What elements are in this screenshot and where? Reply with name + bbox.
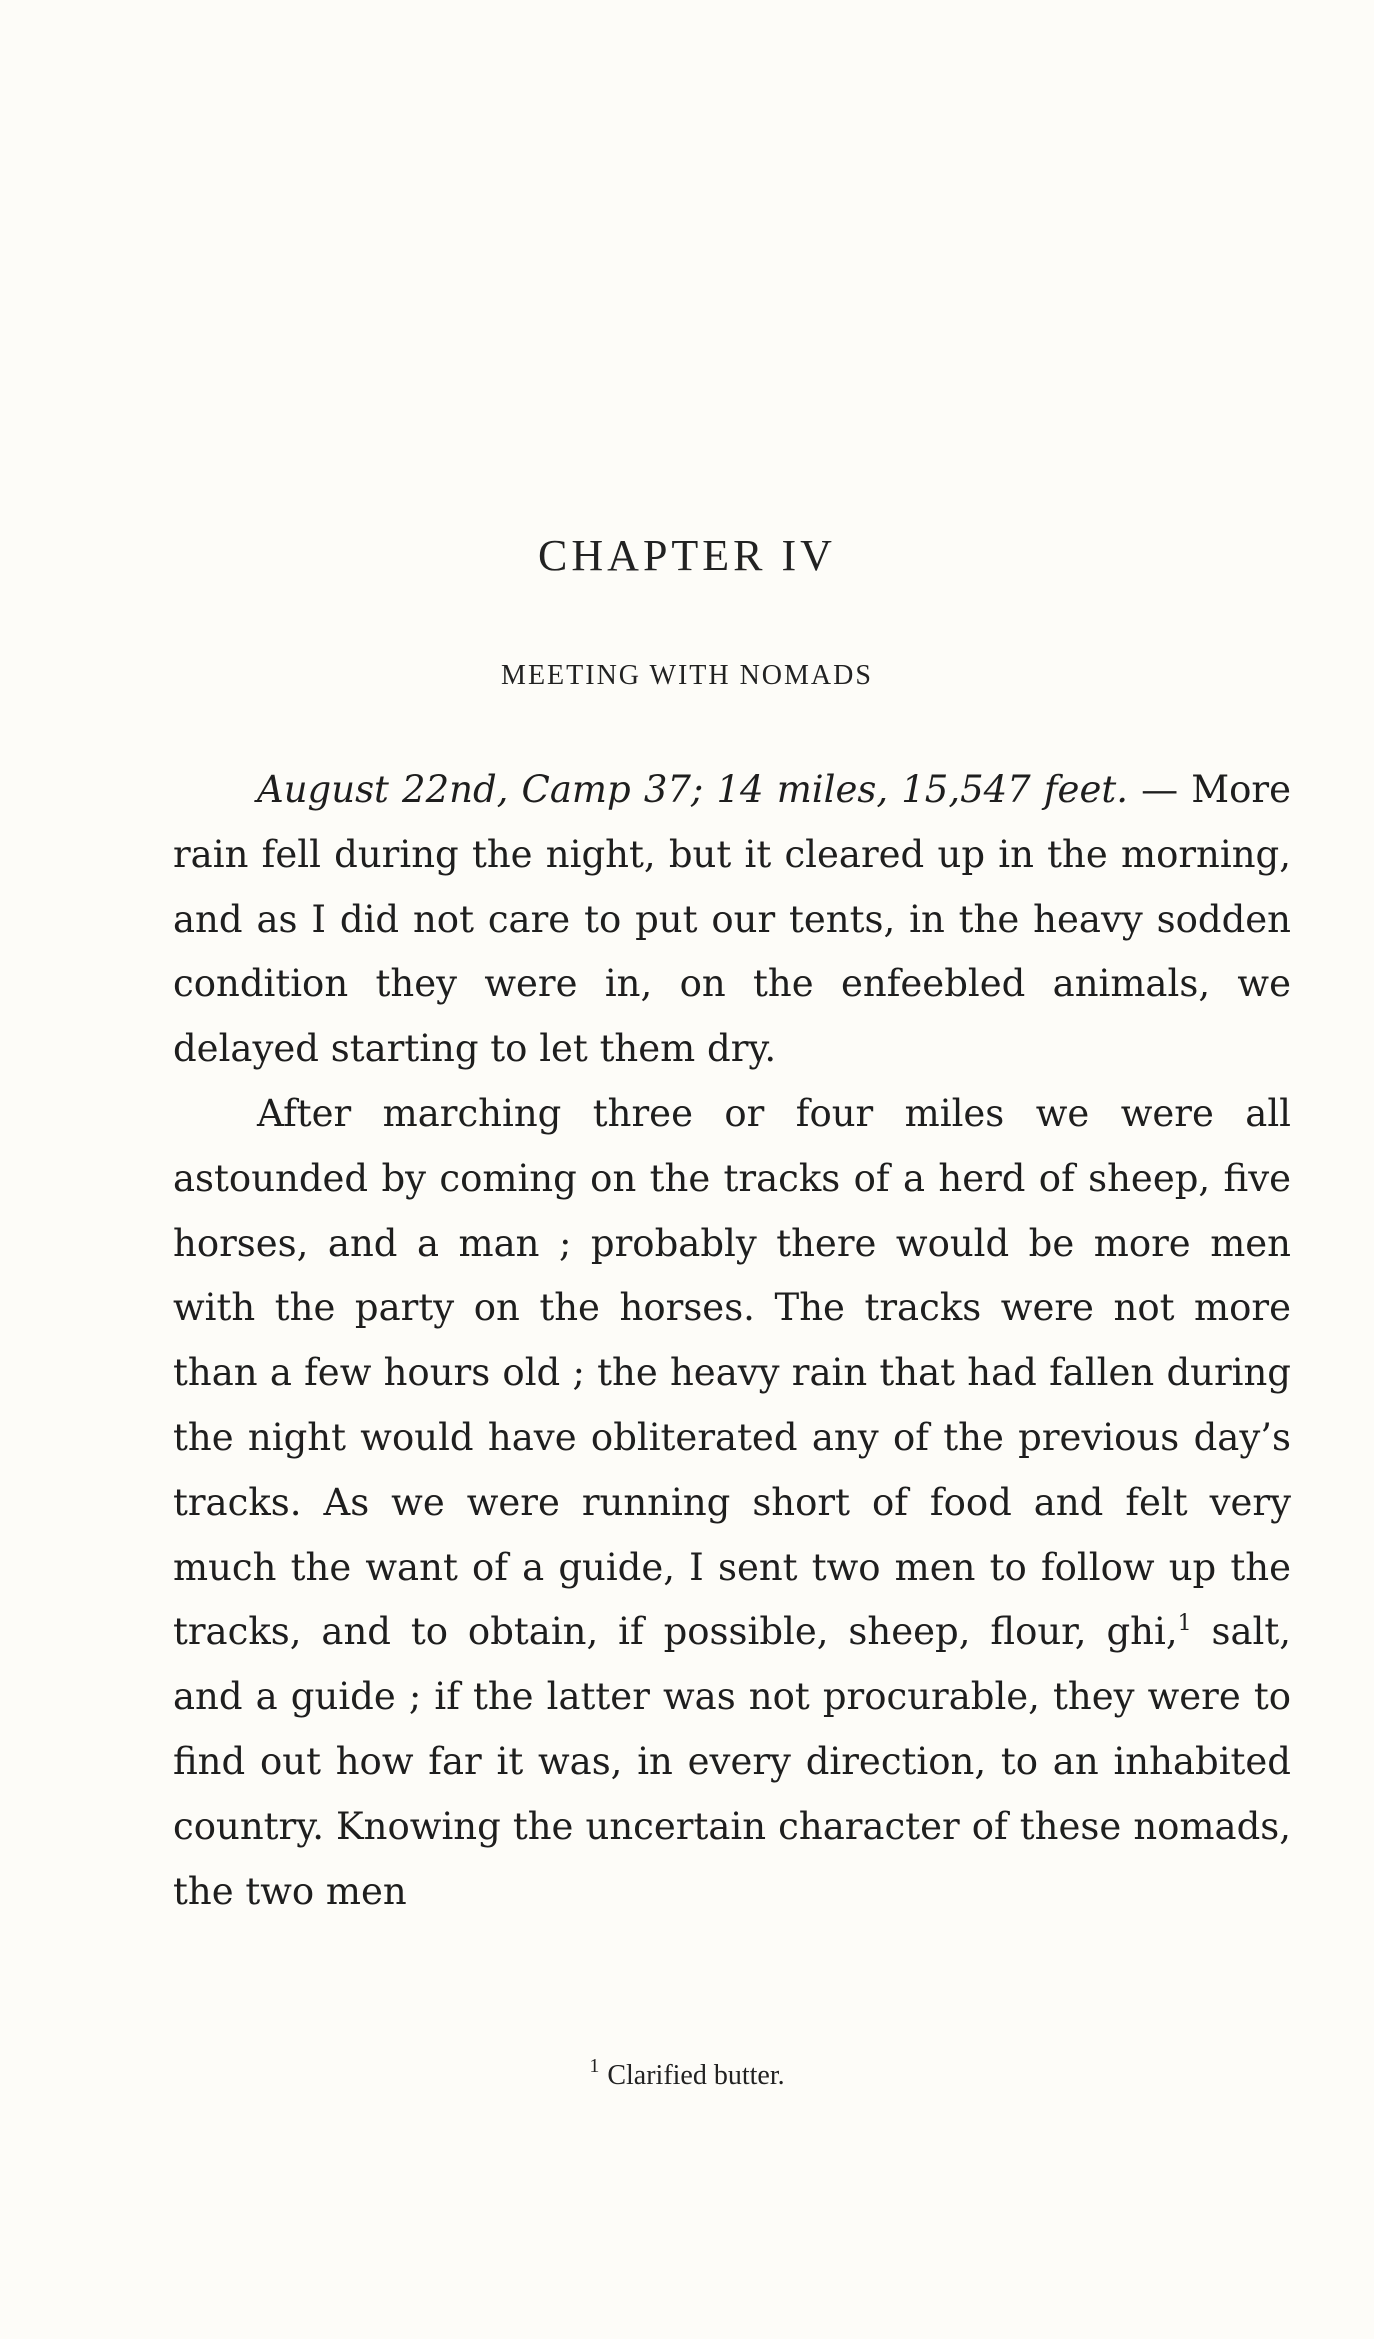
footnote-reference[interactable]: 1: [1177, 1611, 1192, 1637]
paragraph-1: [173, 758, 1291, 1082]
chapter-subtitle: MEETING WITH NOMADS: [501, 660, 873, 691]
paragraph-1-text: — More rain fell during the night, but it cleared up in the morning, and as I did not care to put our tents, in the heavy sodden condition they were in, on the enfeebled animals, we delayed starting to let them dry.: [173, 768, 1291, 1071]
paragraph-2-text-end: salt, and a guide ; if the latter was not procurable, they were to find out how far it was, in every direction, to an inhabited country. Knowing the uncertain character of these nomads, the two men: [173, 1610, 1291, 1913]
footnote-text: Clarified butter.: [607, 2060, 785, 2091]
paragraph-2: [173, 1082, 1291, 1924]
chapter-title: CHAPTER IV: [538, 531, 836, 580]
paragraph-2-text-start: After marching three or four miles we were all astounded by coming on the tracks of a herd of sheep, five horses, and a man ; probably there would be more men with the party on the horses. The tracks were not more than a few hours old ; the heavy rain that had fallen during the night would have obliterated any of the previous day’s tracks. As we were running short of food and felt very much the want of a guide, I sent two men to follow up the tracks, and to obtain, if possible, sheep, flour, ghi,: [173, 1091, 1291, 1654]
body-text: [173, 758, 1291, 1924]
footnote: [0, 2055, 1374, 2092]
dateline: August 22nd, Camp 37; 14 miles, 15,547 feet.: [257, 768, 1128, 811]
footnote-marker: 1: [589, 2055, 600, 2077]
